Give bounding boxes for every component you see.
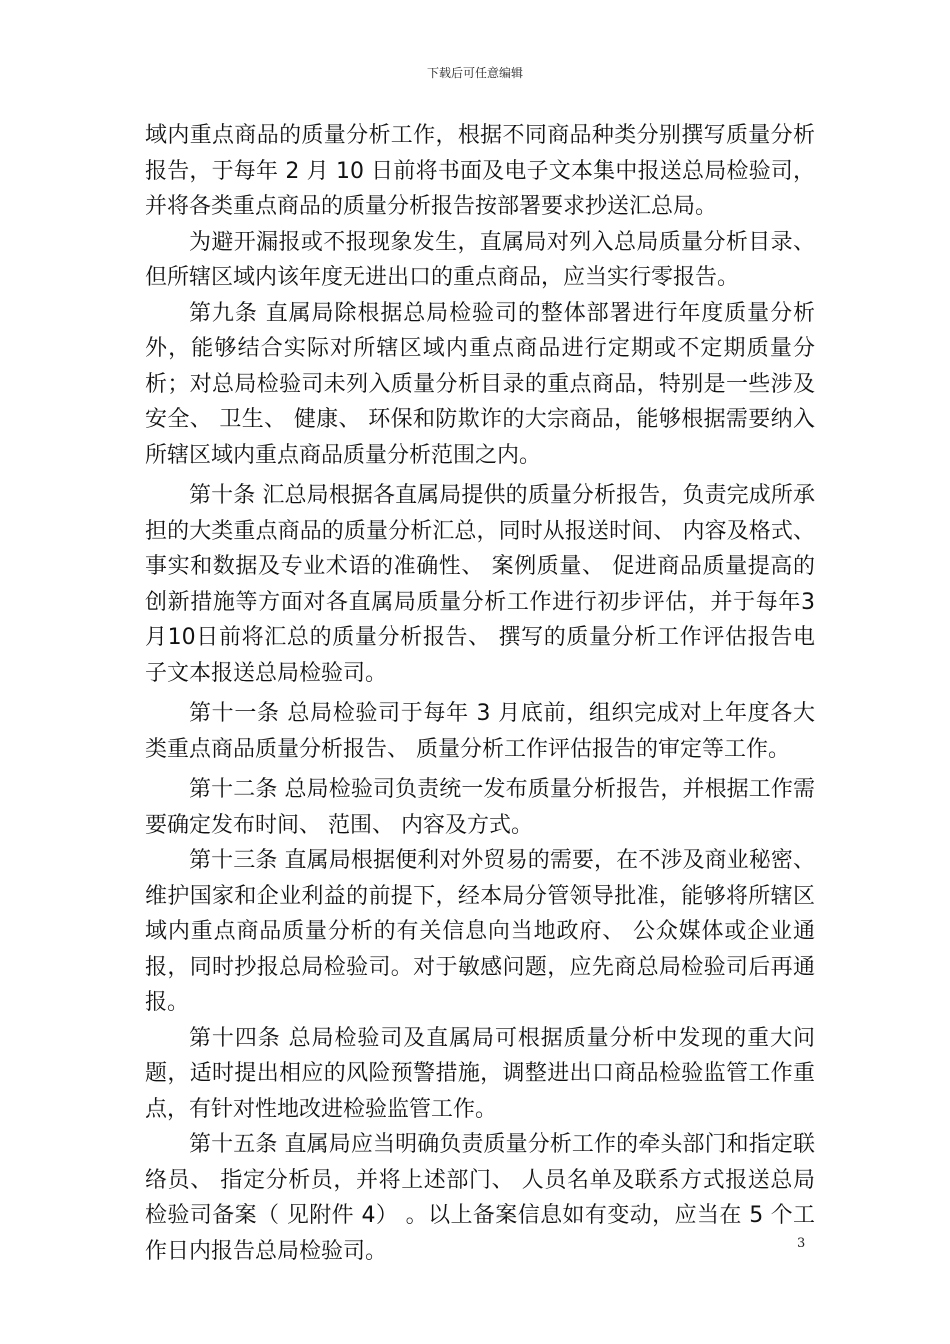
paragraph-article-14: 第十四条 总局检验司及直属局可根据质量分析中发现的重大问题，适时提出相应的风险预警措施，调整进出口商品检验监管工作重点，有针对性地改进检验监管工作。 — [145, 1025, 815, 1122]
paragraph-article-9: 第九条 直属局除根据总局检验司的整体部署进行年度质量分析外，能够结合实际对所辖区域内重点商品进行定期或不定期质量分析；对总局检验司未列入质量分析目录的重点商品，特别是一些涉及安全、 卫生、 健康、 环保和防欺诈的大宗商品，能够根据需要纳入所辖区域内重点商品质量分析范围之内。 — [145, 300, 815, 468]
paragraph-zero-report: 为避开漏报或不报现象发生，直属局对列入总局质量分析目录、 但所辖区域内该年度无进出口的重点商品，应当实行零报告。 — [145, 229, 815, 290]
page-number: 3 — [797, 1236, 806, 1251]
paragraph-article-13: 第十三条 直属局根据便利对外贸易的需要，在不涉及商业秘密、 维护国家和企业利益的前提下，经本局分管领导批准，能够将所辖区域内重点商品质量分析的有关信息向当地政府、 公众媒体或企业通报，同时抄报总局检验司。对于敏感问题，应先商总局检验司后再通报。 — [145, 848, 815, 1015]
paragraph-article-10: 第十条 汇总局根据各直属局提供的质量分析报告，负责完成所承担的大类重点商品的质量分析汇总，同时从报送时间、 内容及格式、 事实和数据及专业术语的准确性、 案例质量、 促进商品质量提高的创新措施等方面对各直属局质量分析工作进行初步评估，并于每年3月10日前将汇总的质量分析报告、 撰写的质量分析工作评估报告电子文本报送总局检验司。 — [145, 483, 815, 686]
paragraph-article-11: 第十一条 总局检验司于每年 3 月底前，组织完成对上年度各大类重点商品质量分析报告、 质量分析工作评估报告的审定等工作。 — [145, 701, 815, 762]
paragraph-article-12: 第十二条 总局检验司负责统一发布质量分析报告，并根据工作需要确定发布时间、 范围、 内容及方式。 — [145, 777, 815, 838]
page-header: 下载后可任意编辑 — [426, 66, 523, 80]
paragraph-article-15: 第十五条 直属局应当明确负责质量分析工作的牵头部门和指定联络员、 指定分析员，并将上述部门、 人员名单及联系方式报送总局检验司备案（ 见附件 4） 。以上备案信息如有变动，应当在 5 个工作日内报告总局检验司。 — [145, 1132, 815, 1264]
document-body — [145, 118, 815, 1269]
paragraph-continued: 域内重点商品的质量分析工作，根据不同商品种类分别撰写质量分析报告，于每年 2 月 10 日前将书面及电子文本集中报送总局检验司，并将各类重点商品的质量分析报告按部署要求抄送汇总局。 — [145, 123, 815, 219]
